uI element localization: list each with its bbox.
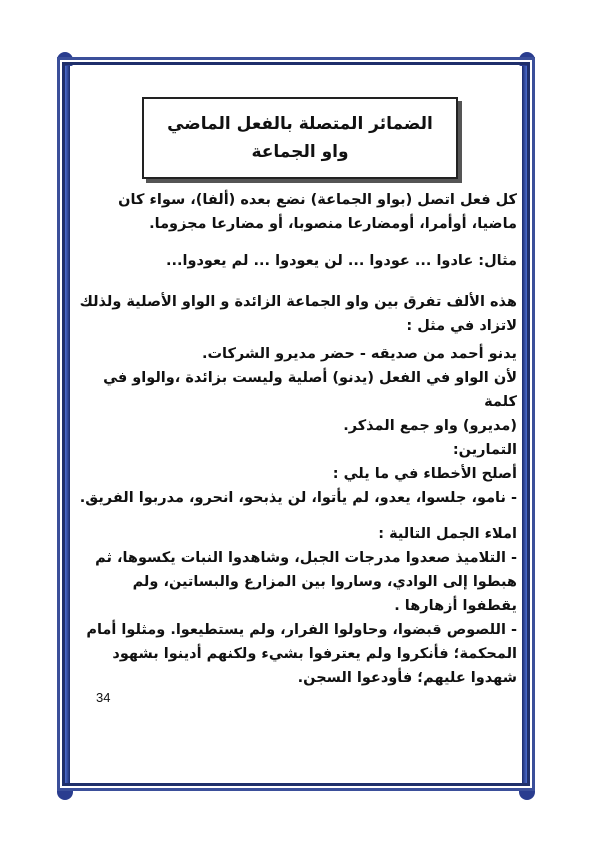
dictation-line: المحكمة؛ فأنكروا ولم يعترفوا بشيء ولكنهم أدينوا بشهود	[112, 646, 517, 662]
example-line: مثال: عادوا ... عودوا ... لن يعودوا ... لم يعودوا...	[165, 253, 517, 269]
frame-corner-ornament	[519, 786, 535, 800]
dictation-section	[77, 522, 517, 690]
dictation-heading: املاء الجمل التالية :	[378, 526, 517, 542]
dictation-line: - اللصوص قبضوا، وحاولوا الفرار، ولم يستطيعوا. ومثلوا أمام	[86, 622, 517, 638]
title-line-2: واو الجماعة	[251, 142, 349, 162]
title-line-1: الضمائر المتصلة بالفعل الماضي	[167, 114, 433, 134]
correct-errors-items: - نامو، جلسوا، يعدو، لم يأتوا، لن يذبحو، انحرو، مدربوا الفريق.	[79, 490, 517, 506]
exercises-heading: التمارين:	[452, 442, 517, 458]
intro-line-1: كل فعل اتصل (بواو الجماعة) نضع بعده (ألفا)، سواء كان	[118, 192, 517, 208]
frame-corner-ornament	[57, 786, 73, 800]
exercises-section	[77, 438, 517, 510]
examples-line-2: لأن الواو في الفعل (يدنو) أصلية وليست بزائدة ،والواو في كلمة	[103, 370, 517, 410]
title-box	[142, 97, 458, 179]
examples-line-3: (مديرو) واو جمع المذكر.	[343, 418, 517, 434]
distinction-line-1: هذه الألف تفرق بين واو الجماعة الزائدة و الواو الأصلية ولذلك	[79, 294, 517, 310]
distinction-paragraph	[77, 290, 517, 338]
dictation-line: شهدوا عليهم؛ فأودعوا السجن.	[297, 670, 517, 686]
dictation-line: - التلاميذ صعدوا مدرجات الجبل، وشاهدوا النبات يكسوها، ثم	[95, 550, 517, 566]
correct-errors-heading: أصلح الأخطاء في ما يلي :	[332, 466, 517, 482]
page-number: 34	[96, 690, 111, 705]
distinction-line-2: لاتزاد في مثل :	[406, 318, 517, 334]
intro-line-2: ماضيا، أوأمرا، أومضارعا منصوبا، أو مضارعا مجزوما.	[149, 216, 517, 232]
examples-line-1: يدنو أحمد من صديقه - حضر مديرو الشركات.	[201, 346, 517, 362]
intro-paragraph	[77, 188, 517, 236]
examples-paragraph	[77, 342, 517, 438]
dictation-line: هبطوا إلى الوادي، وساروا بين المزارع والبساتين، ولم يقطفوا أزهارها .	[132, 574, 517, 614]
